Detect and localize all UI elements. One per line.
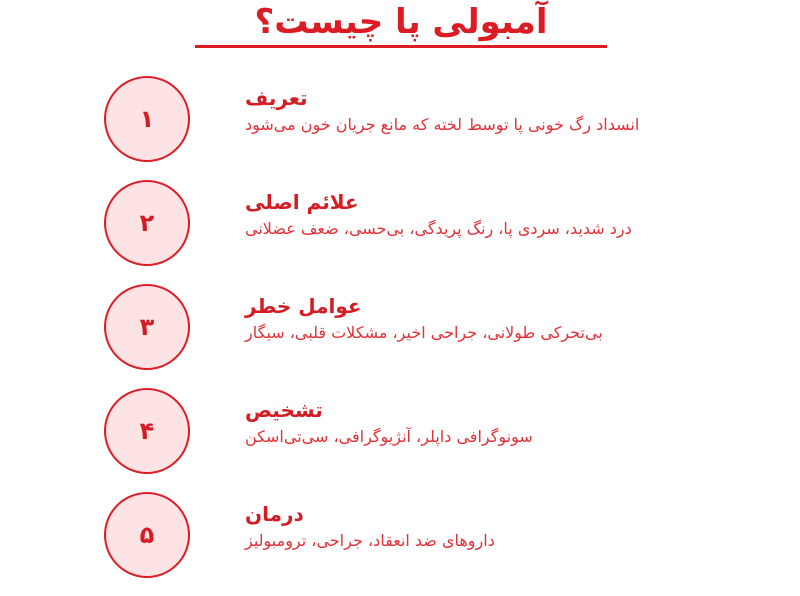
step-description: درد شدید، سردی پا، رنگ پریدگی، بی‌حسی، ضعف عضلانی <box>245 219 632 238</box>
step-heading: تعریف <box>245 86 308 110</box>
title-underline <box>195 45 607 48</box>
step-text <box>245 84 705 138</box>
step-text <box>245 396 705 450</box>
step-number: ۳ <box>139 313 155 341</box>
step-treatment <box>0 492 800 596</box>
page-title: آمبولی پا چیست؟ <box>254 2 548 42</box>
step-heading: درمان <box>245 502 304 526</box>
step-symptoms <box>0 180 800 284</box>
step-diagnosis <box>0 388 800 492</box>
step-definition <box>0 76 800 180</box>
step-number-badge <box>104 388 190 474</box>
step-description: بی‌تحرکی طولانی، جراحی اخیر، مشکلات قلبی، سیگار <box>245 323 603 342</box>
step-heading: تشخیص <box>245 398 323 422</box>
step-heading: عوامل خطر <box>245 294 362 318</box>
step-number: ۴ <box>139 417 155 445</box>
step-number: ۲ <box>139 209 155 237</box>
step-text <box>245 292 705 346</box>
step-description: سونوگرافی داپلر، آنژیوگرافی، سی‌تی‌اسکن <box>245 427 533 446</box>
step-description: داروهای ضد انعقاد، جراحی، ترومبولیز <box>245 531 495 550</box>
step-number-badge <box>104 284 190 370</box>
step-number: ۵ <box>139 521 155 549</box>
step-number: ۱ <box>139 105 155 133</box>
step-text <box>245 188 705 242</box>
step-number-badge <box>104 492 190 578</box>
step-heading: علائم اصلی <box>245 190 359 214</box>
step-number-badge <box>104 180 190 266</box>
step-description: انسداد رگ خونی پا توسط لخته که مانع جریان خون می‌شود <box>245 115 640 134</box>
step-text <box>245 500 705 554</box>
step-number-badge <box>104 76 190 162</box>
step-risk-factors <box>0 284 800 388</box>
